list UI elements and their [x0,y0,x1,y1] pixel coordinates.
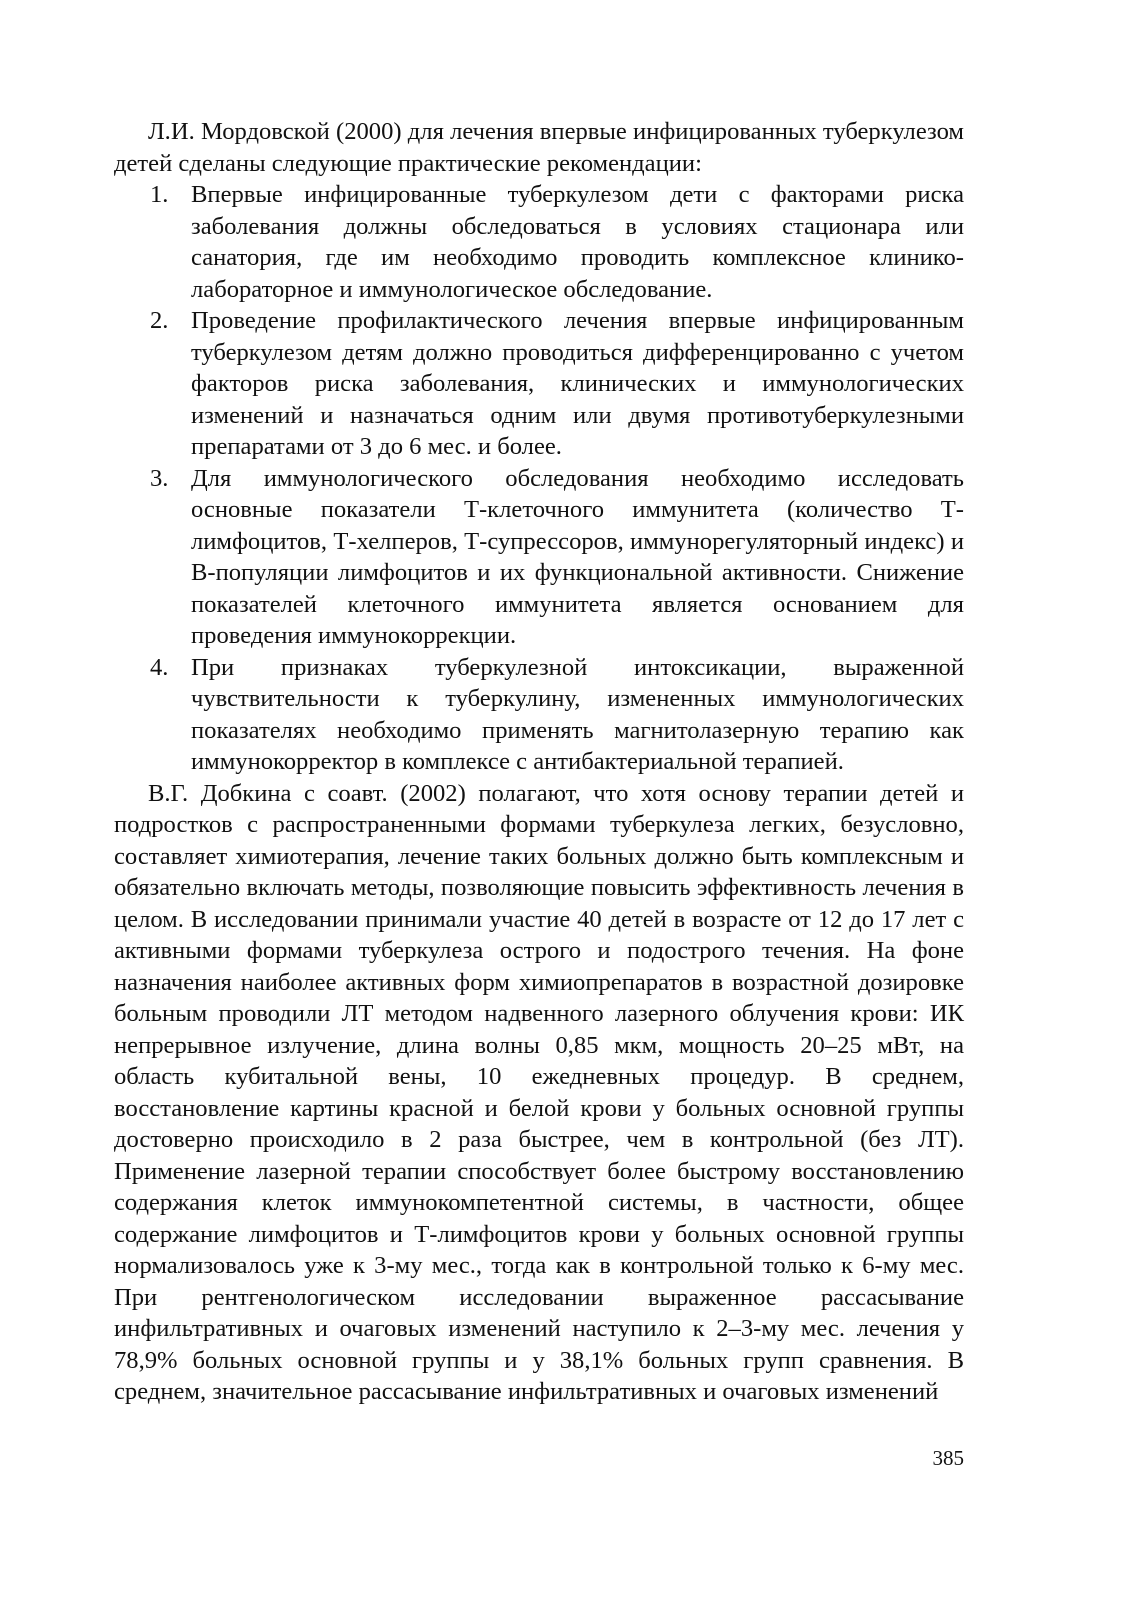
intro-paragraph: Л.И. Мордовской (2000) для лечения впервые инфицированных туберкулезом детей сделаны следующие практические рекомендации: [114,118,964,177]
page-body [114,116,964,1408]
recommendations-list [114,179,964,778]
list-item-text: При признаках туберкулезной интоксикации, выраженной чувствительности к туберкулину, измененных иммунологических показателях необходимо применять магнитолазерную терапию как иммунокорректор в комплексе с антибактериальной терапией. [191,653,964,775]
list-item [114,652,964,778]
list-item-text: Проведение профилактического лечения впервые инфицированным туберкулезом детям должно проводиться дифференцированно с учетом факторов риска заболевания, клинических и иммунологических изменений и назначаться одним или двумя противотуберкулезными препаратами от 3 до 6 мес. и более. [191,307,964,460]
list-item-number: 4. [150,653,169,681]
list-item-number: 1. [150,181,169,208]
list-item [114,305,964,463]
list-item-number: 2. [150,307,169,334]
list-item-text: Для иммунологического обследования необходимо исследовать основные показатели Т-клеточного иммунитета (количество Т-лимфоцитов, Т-хелперов, Т-супрессоров, иммунорегуляторный индекс) и В-популяции лимфоцитов и их функциональной активности. Снижение показателей клеточного иммунитета является основанием для проведения иммунокоррекции. [191,464,964,649]
list-item [114,463,964,652]
list-item [114,179,964,305]
dobkina-paragraph: В.Г. Добкина с соавт. (2002) полагают, что хотя основу терапии детей и подростков с распространенными формами туберкулеза легких, безусловно, составляет химиотерапия, лечение таких больных должно быть комплексным и обязательно включать методы, позволяющие повысить эффективность лечения в целом. В исследовании принимали участие 40 детей в возрасте от 12 до 17 лет с активными формами туберкулеза острого и подострого течения. На фоне назначения наиболее активных форм химиопрепаратов в возрастной дозировке больным проводили ЛТ методом надвенного лазерного облучения крови: ИК непрерывное излучение, длина волны 0,85 мкм, мощность 20–25 мВт, на область кубитальной вены, 10 ежедневных процедур. В среднем, восстановление картины красной и белой крови у больных основной группы достоверно происходило в 2 раза быстрее, чем в контрольной (без ЛТ). Применение лазерной терапии способствует более быстрому восстановлению содержания клеток иммунокомпетентной системы, в частности, общее содержание лимфоцитов и Т-лимфоцитов крови у больных основной группы нормализовалось уже к 3-му мес., тогда как в контрольной только к 6-му мес. При рентгенологическом исследовании выраженное рассасывание инфильтративных и очаговых изменений наступило к 2–3-му мес. лечения у 78,9% больных основной группы и у 38,1% больных групп сравнения. В среднем, значительное рассасывание инфильтративных и очаговых изменений [114,779,964,1405]
list-item-number: 3. [150,464,169,492]
list-item-text: Впервые инфицированные туберкулезом дети с факторами риска заболевания должны обследоваться в условиях стационара или санатория, где им необходимо проводить комплексное клинико-лабораторное и иммунологическое обследование. [191,181,964,303]
page-number: 385 [932,1446,964,1470]
